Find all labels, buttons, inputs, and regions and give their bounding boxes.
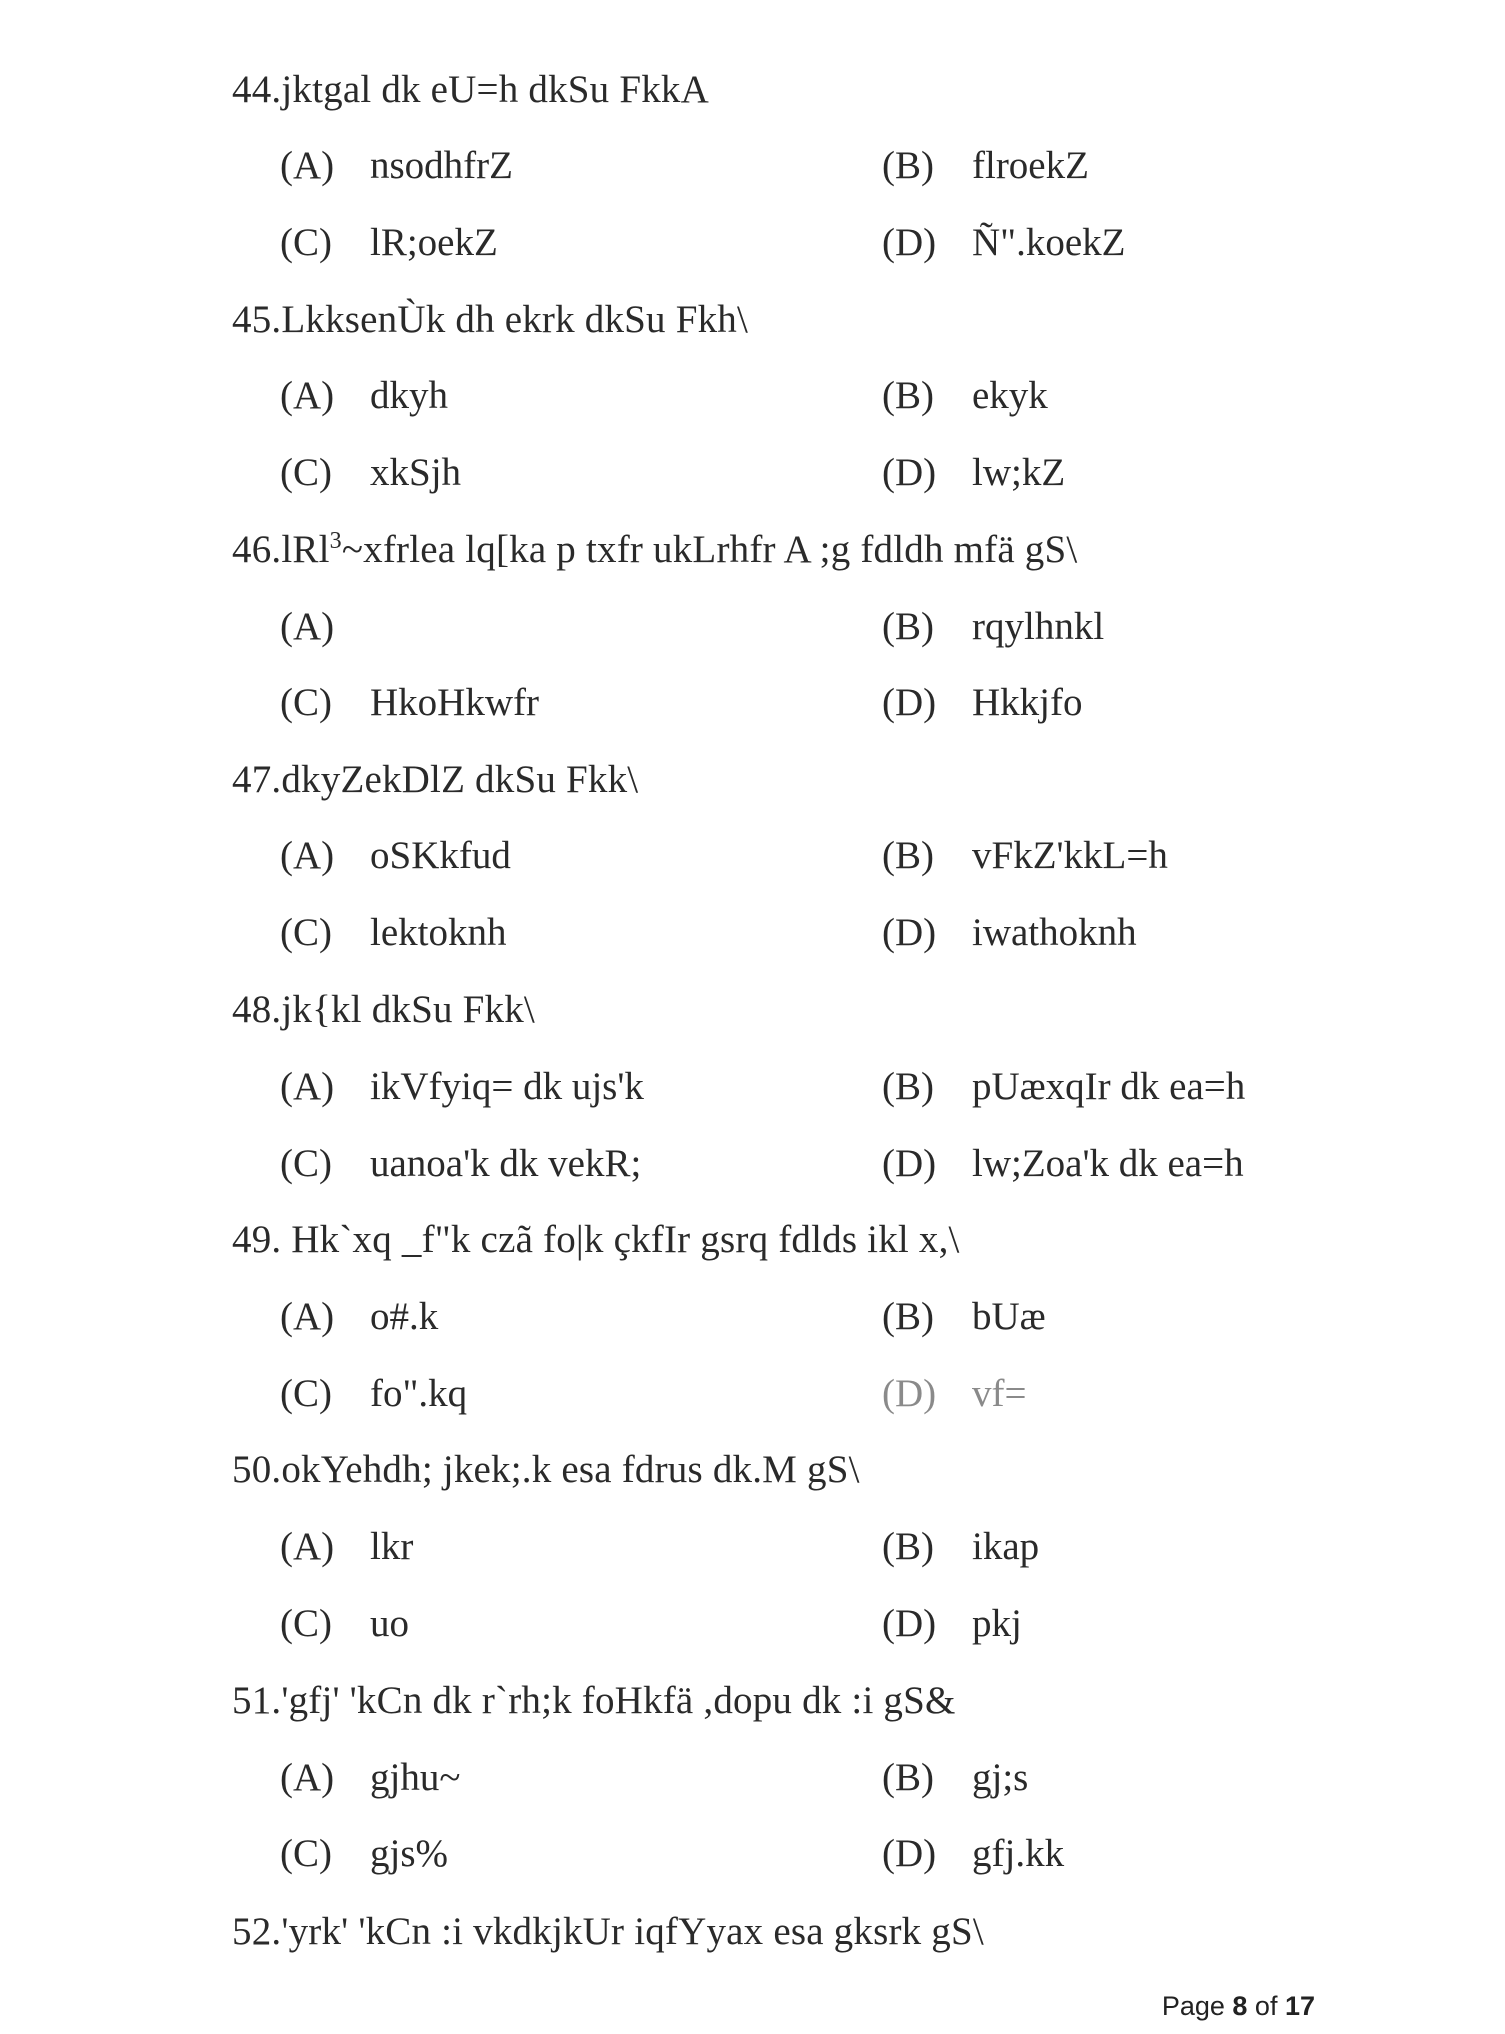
option-46-d: [882, 679, 1083, 727]
option-label: (A): [280, 1295, 335, 1338]
option-text: ekyk: [972, 374, 1048, 417]
option-text: gjs%: [370, 1832, 448, 1875]
question-text: ~xfrlea lq[ka p txfr ukLrhfr A ;g fdldh mfä gS\: [341, 528, 1078, 571]
option-45-a: [280, 372, 448, 420]
option-text: o#.k: [370, 1295, 439, 1338]
option-label: (B): [882, 1065, 934, 1108]
option-44-b: [882, 142, 1089, 190]
question-52: 52.'yrk' 'kCn :i vkdkjkUr iqfYyax esa gksrk gS\: [232, 1910, 984, 1953]
option-label: (B): [882, 1525, 934, 1568]
option-48-b: [882, 1063, 1245, 1111]
option-47-c: [280, 909, 506, 957]
option-44-d: [882, 219, 1125, 267]
option-51-b: [882, 1754, 1028, 1802]
question-47: 47.dkyZekDlZ dkSu Fkk\: [232, 758, 639, 801]
option-51-a: [280, 1754, 460, 1802]
option-text: Hkkjfo: [972, 681, 1083, 724]
page-number: [1162, 1991, 1315, 2022]
option-label: (D): [882, 681, 937, 724]
option-text: fo".kq: [370, 1372, 468, 1415]
option-text: iwathoknh: [972, 911, 1137, 954]
option-label: (D): [882, 1602, 937, 1645]
option-label: (A): [280, 1756, 335, 1799]
option-text: lw;kZ: [972, 451, 1066, 494]
option-text: vf=: [972, 1372, 1027, 1415]
option-label: (A): [280, 144, 335, 187]
option-label: (C): [280, 1602, 332, 1645]
option-label: (D): [882, 911, 937, 954]
question-49: 49. Hk`xq _f"k czã fo|k çkfIr gsrq fdlds ikl x,\: [232, 1218, 960, 1261]
option-label: (B): [882, 605, 934, 648]
option-51-d: [882, 1830, 1064, 1878]
option-label: (C): [280, 451, 332, 494]
option-label: (A): [280, 374, 335, 417]
question-46: [232, 526, 1077, 574]
option-49-c: [280, 1370, 467, 1418]
option-label: (C): [280, 911, 332, 954]
current-page: 8: [1232, 1991, 1248, 2021]
option-text: lw;Zoa'k dk ea=h: [972, 1142, 1244, 1185]
option-48-c: [280, 1140, 641, 1188]
option-48-a: [280, 1063, 644, 1111]
option-text: pkj: [972, 1602, 1022, 1645]
option-text: ikap: [972, 1525, 1040, 1568]
option-label: (D): [882, 221, 937, 264]
option-label: (C): [280, 1142, 332, 1185]
option-46-a: [280, 603, 370, 651]
option-50-a: [280, 1523, 413, 1571]
option-text: flroekZ: [972, 144, 1089, 187]
option-50-d: [882, 1600, 1022, 1648]
option-text: uo: [370, 1602, 409, 1645]
question-48: 48.jk{kl dkSu Fkk\: [232, 988, 535, 1031]
option-49-d: [882, 1370, 1026, 1418]
option-46-c: [280, 679, 539, 727]
option-label: (C): [280, 221, 332, 264]
option-label: (B): [882, 1756, 934, 1799]
superscript: 3: [329, 528, 342, 554]
page-prefix: Page: [1161, 1991, 1233, 2021]
option-label: (C): [280, 681, 332, 724]
option-text: pUæxqIr dk ea=h: [972, 1065, 1246, 1108]
option-label: (D): [882, 1832, 937, 1875]
option-45-c: [280, 449, 461, 497]
option-text: nsodhfrZ: [370, 144, 513, 187]
option-text: ikVfyiq= dk ujs'k: [370, 1065, 644, 1108]
option-47-d: [882, 909, 1137, 957]
option-47-b: [882, 832, 1168, 880]
option-text: gfj.kk: [972, 1832, 1065, 1875]
option-46-b: [882, 603, 1104, 651]
option-50-c: [280, 1600, 409, 1648]
option-48-d: [882, 1140, 1244, 1188]
option-text: rqylhnkl: [972, 605, 1105, 648]
option-50-b: [882, 1523, 1039, 1571]
option-text: xkSjh: [370, 451, 462, 494]
option-label: (D): [882, 451, 937, 494]
option-44-c: [280, 219, 498, 267]
option-44-a: [280, 142, 513, 190]
option-label: (B): [882, 834, 934, 877]
option-text: gjhu~: [370, 1756, 461, 1799]
option-45-b: [882, 372, 1048, 420]
question-44: 44.jktgal dk eU=h dkSu FkkA: [232, 68, 709, 111]
page-of: of: [1247, 1991, 1285, 2021]
option-text: lkr: [370, 1525, 414, 1568]
option-label: (C): [280, 1832, 332, 1875]
option-text: oSKkfud: [370, 834, 511, 877]
option-label: (B): [882, 1295, 934, 1338]
option-51-c: [280, 1830, 448, 1878]
option-text: vFkZ'kkL=h: [972, 834, 1168, 877]
option-text: gj;s: [972, 1756, 1029, 1799]
question-51: 51.'gfj' 'kCn dk r`rh;k foHkfä ,dopu dk :i gS&: [232, 1679, 956, 1722]
option-49-b: [882, 1293, 1046, 1341]
option-label: (A): [280, 1065, 335, 1108]
option-label: (A): [280, 605, 335, 648]
option-label: (A): [280, 834, 335, 877]
question-text: 46.lRl: [232, 528, 330, 571]
question-50: 50.okYehdh; jkek;.k esa fdrus dk.M gS\: [232, 1448, 860, 1491]
option-text: HkoHkwfr: [370, 681, 539, 724]
option-label: (B): [882, 144, 934, 187]
option-text: dkyh: [370, 374, 448, 417]
option-45-d: [882, 449, 1065, 497]
option-text: bUæ: [972, 1295, 1046, 1338]
option-label: (A): [280, 1525, 335, 1568]
option-49-a: [280, 1293, 438, 1341]
option-label: (D): [882, 1372, 937, 1415]
option-text: Ñ".koekZ: [972, 221, 1126, 264]
question-45: 45.LkksenÙk dh ekrk dkSu Fkh\: [232, 298, 749, 341]
option-label: (B): [882, 374, 934, 417]
option-label: (D): [882, 1142, 937, 1185]
option-text: lR;oekZ: [370, 221, 498, 264]
option-text: uanoa'k dk vekR;: [370, 1142, 642, 1185]
total-pages: 17: [1284, 1991, 1315, 2021]
option-text: lektoknh: [370, 911, 507, 954]
option-47-a: [280, 832, 511, 880]
option-label: (C): [280, 1372, 332, 1415]
